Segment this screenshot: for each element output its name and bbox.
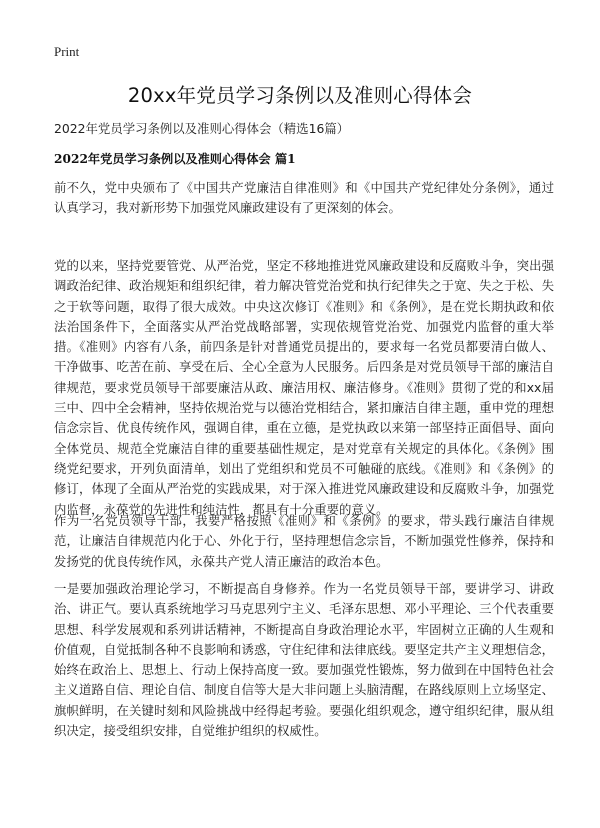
document-subtitle: 2022年党员学习条例以及准则心得体会（精选16篇） xyxy=(54,121,350,136)
section-heading: 2022年党员学习条例以及准则心得体会 篇1 xyxy=(54,152,296,166)
body-paragraph-2: 党的以来，坚持党要管党、从严治党，坚定不移地推进党风廉政建设和反腐败斗争，突出强调政治纪律、政治规矩和组织纪律，着力解决管党治党和执行纪律失之于宽、失之于松、失之于软等问题，取得了很大成效。中央这次修订《准则》和《条例》，是在党长期执政和依法治国条件下，全面落实从严治党战略部署，实现依规管党治党、加强党内监督的重大举措。《准则》内容有八条，前四条是针对普通党员提出的，要求每一名党员都要清白做人、干净做事、吃苦在前、享受在后、全心全意为人民服务。后四条是对党员领导干部的廉洁自律规范，要求党员领导干部要廉洁从政、廉洁用权、廉洁修身。《准则》贯彻了党的和xx届三中、四中全会精神，坚持依规治党与以德治党相结合，紧扣廉洁自律主题，重申党的理想信念宗旨、优良传统作风，强调自律，重在立德，是党执政以来第一部坚持正面倡导、面向全体党员、规范全党廉洁自律的重要基础性规定，是对党章有关规定的具体化。《条例》围绕党纪要求，开列负面清单，划出了党组织和党员不可触碰的底线。《准则》和《条例》的修订，体现了全面从严治党的实践成果，对于深入推进党风廉政建设和反腐败斗争，加强党内监督，永葆党的先进性和纯洁性，都具有十分重要的意义。 xyxy=(54,258,554,517)
body-paragraph-4: 一是要加强政治理论学习，不断提高自身修养。作为一名党员领导干部，要讲学习、讲政治、讲正气。要认真系统地学习马克思列宁主义、毛泽东思想、邓小平理论、三个代表重要思想、科学发展观和系列讲话精神，不断提高自身政治理论水平，牢固树立正确的人生观和价值观，自觉抵制各种不良影响和诱惑，守住纪律和法律底线。要坚定共产主义理想信念，始终在政治上、思想上、行动上保持高度一致。要加强党性锻炼，努力做到在中国特色社会主义道路自信、理论自信、制度自信等大是大非问题上头脑清醒，在路线原则上立场坚定、旗帜鲜明，在关键时刻和风险挑战中经得起考验。要强化组织观念，遵守组织纪律，服从组织决定，接受组织安排，自觉维护组织的权威性。 xyxy=(54,581,554,739)
body-paragraph-1: 前不久，党中央颁布了《中国共产党廉洁自律准则》和《中国共产党纪律处分条例》，通过认真学习，我对新形势下加强党风廉政建设有了更深刻的体会。 xyxy=(54,180,554,216)
document-title: 20xx年党员学习条例以及准则心得体会 xyxy=(127,84,473,107)
print-link[interactable]: Print xyxy=(54,44,80,59)
body-paragraph-3: 作为一名党员领导干部，我要严格按照《准则》和《条例》的要求，带头践行廉洁自律规范，让廉洁自律规范内化于心、外化于行，坚持理想信念宗旨，不断加强党性修养，保持和发扬党的优良传统作风，永葆共产党人清正廉洁的政治本色。 xyxy=(54,513,554,569)
